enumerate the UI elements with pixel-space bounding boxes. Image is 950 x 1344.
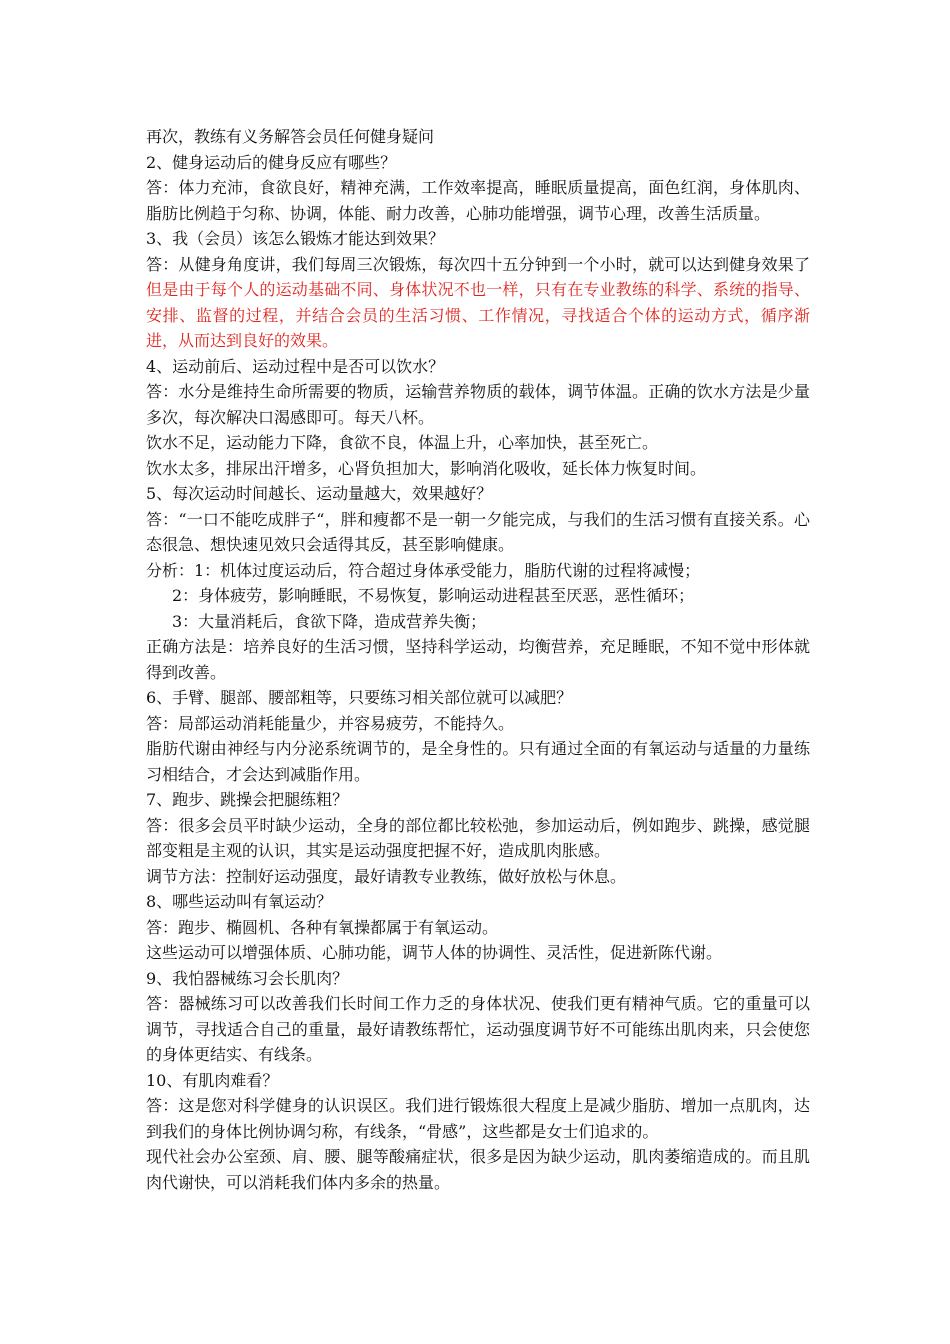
document-body: [146, 124, 810, 1195]
answer-6-detail: 脂肪代谢由神经与内分泌系统调节的，是全身性的。只有通过全面的有氧运动与适量的力量练习相结合，才会达到减脂作用。: [146, 739, 810, 784]
answer-6: 答：局部运动消耗能量少，并容易疲劳，不能持久。: [146, 713, 515, 733]
question-5: 5、每次运动时间越长、运动量越大，效果越好？: [146, 484, 493, 503]
question-6: 6、手臂、腿部、腰部粗等，只要练习相关部位就可以减肥？: [146, 688, 573, 707]
answer-4-excess: 饮水太多，排尿出汗增多，心肾负担加大，影响消化吸收，延长体力恢复时间。: [146, 458, 707, 478]
answer-2: 答：体力充沛，食欲良好，精神充满，工作效率提高，睡眠质量提高，面色红润，身体肌肉、脂肪比例趋于匀称、协调，体能、耐力改善，心肺功能增强，调节心理，改善生活质量。: [146, 178, 810, 223]
answer-9: 答：器械练习可以改善我们长时间工作力乏的身体状况、使我们更有精神气质。它的重量可以调节，寻找适合自己的重量，最好请教练帮忙，运动强度调节好不可能练出肌肉来，只会使您的身体更结实、有线条。: [146, 994, 810, 1064]
answer-3-highlight: 但是由于每个人的运动基础不同、身体状况不也一样，只有在专业教练的科学、系统的指导、安排、监督的过程，并结合会员的生活习惯、工作情况，寻找适合个体的运动方式，循序渐进，从而达到良好的效果。: [146, 280, 810, 350]
analysis-point-2: 2：身体疲劳，影响睡眠，不易恢复，影响运动进程甚至厌恶，恶性循环；: [172, 586, 695, 605]
analysis-point-3: 3：大量消耗后，食欲下降，造成营养失衡；: [172, 611, 487, 631]
answer-7-method: 调节方法：控制好运动强度，最好请教专业教练，做好放松与休息。: [146, 866, 627, 886]
question-3: 3、我（会员）该怎么锻炼才能达到效果？: [146, 229, 445, 248]
answer-10-detail: 现代社会办公室颈、肩、腰、腿等酸痛症状，很多是因为缺少运动，肌肉萎缩造成的。而且肌肉代谢快，可以消耗我们体内多余的热量。: [146, 1147, 810, 1192]
answer-8: 答：跑步、椭圆机、各种有氧操都属于有氧运动。: [146, 917, 499, 937]
answer-5: 答：“一口不能吃成胖子“，胖和瘦都不是一朝一夕能完成，与我们的生活习惯有直接关系。心态很急、想快速见效只会适得其反，甚至影响健康。: [146, 509, 810, 554]
answer-8-detail: 这些运动可以增强体质、心肺功能，调节人体的协调性、灵活性，促进新陈代谢。: [146, 943, 723, 962]
question-7: 7、跑步、跳操会把腿练粗？: [146, 790, 349, 809]
answer-4-insufficient: 饮水不足，运动能力下降，食欲不良，体温上升，心率加快，甚至死亡。: [146, 433, 659, 452]
answer-3-text: 答：从健身角度讲，我们每周三次锻炼，每次四十五分钟到一个小时，就可以达到健身效果了: [146, 254, 810, 274]
answer-4: 答：水分是维持生命所需要的物质，运输营养物质的载体，调节体温。正确的饮水方法是少量多次，每次解决口渴感即可。每天八杯。: [146, 382, 810, 427]
question-10: 10、有肌肉难看？: [146, 1070, 279, 1090]
answer-7: 答：很多会员平时缺少运动，全身的部位都比较松弛，参加运动后，例如跑步、跳操，感觉腿部变粗是主观的认识，其实是运动强度把握不好，造成肌肉胀感。: [146, 815, 810, 860]
question-2: 2、健身运动后的健身反应有哪些？: [146, 152, 397, 172]
answer-10: 答：这是您对科学健身的认识误区。我们进行锻炼很大程度上是减少脂肪、增加一点肌肉，达到我们的身体比例协调匀称，有线条，“骨感”，这些都是女士们追求的。: [146, 1096, 810, 1141]
question-9: 9、我怕器械练习会长肌肉？: [146, 968, 349, 988]
analysis-point-1: 分析：1：机体过度运动后，符合超过身体承受能力，脂肪代谢的过程将减慢；: [146, 560, 701, 580]
answer-3: [146, 252, 810, 354]
paragraph-intro: 再次，教练有义务解答会员任何健身疑问: [146, 127, 435, 146]
question-8: 8、哪些运动叫有氧运动？: [146, 892, 333, 911]
question-4: 4、运动前后、运动过程中是否可以饮水？: [146, 356, 445, 376]
correct-method: 正确方法是：培养良好的生活习惯，坚持科学运动，均衡营养，充足睡眠，不知不觉中形体就得到改善。: [146, 637, 810, 682]
